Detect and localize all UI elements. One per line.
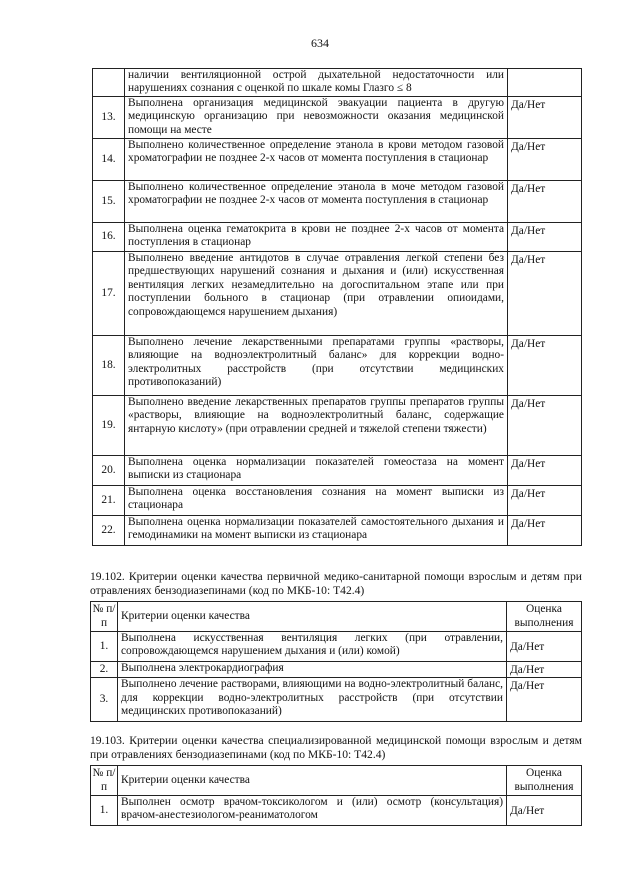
criteria-table-19-102: [90, 601, 582, 722]
row-number: 17.: [93, 252, 125, 336]
table-row: [91, 678, 582, 722]
criteria-text: Выполнено введение антидотов в случае отравления легкой степени без предшествующих нарушений сознания и дыхания и (или) искусственная вентиляция легких незамедлительно на догоспитальном этапе или при поступлении больного в стационар (при отравлении опиоидами, сопровождающемся нарушением дыхания): [125, 252, 508, 336]
criteria-table-continuation: [92, 68, 582, 546]
row-number: 15.: [93, 181, 125, 223]
header-number: № п/п: [91, 766, 118, 796]
row-number: 19.: [93, 396, 125, 456]
table-row: [91, 632, 582, 662]
row-number: 13.: [93, 97, 125, 139]
result-cell: Да/Нет: [508, 181, 582, 223]
result-cell: Да/Нет: [507, 632, 582, 662]
table-row: [93, 139, 582, 181]
criteria-text: Выполнено лечение лекарственными препаратами группы «растворы, влияющие на водноэлектролитный баланс» для коррекции водно-электролитных расстройств (при отсутствии медицинских противопоказаний): [125, 336, 508, 396]
header-result: Оценка выполнения: [507, 766, 582, 796]
criteria-text: Выполнена оценка гематокрита в крови не позднее 2-х часов от момента поступления в стационар: [125, 223, 508, 252]
header-number: № п/п: [91, 602, 118, 632]
result-cell: Да/Нет: [508, 456, 582, 486]
section-title-19-103: 19.103. Критерии оценки качества специализированной медицинской помощи взрослым и детям при отравлениях бензодиазепинами (код по МКБ-10: Т42.4): [90, 734, 582, 761]
criteria-text: Выполнено лечение растворами, влияющими на водно-электролитный баланс, для коррекции водно-электролитных расстройств (при отсутствии медицинских противопоказаний): [118, 678, 507, 722]
row-number: 21.: [93, 486, 125, 516]
row-number: 16.: [93, 223, 125, 252]
result-cell: Да/Нет: [507, 796, 582, 826]
header-criteria: Критерии оценки качества: [118, 766, 507, 796]
table-header-row: [91, 602, 582, 632]
criteria-text: Выполнено введение лекарственных препаратов группы препаратов группы «растворы, влияющие на водноэлектролитный баланс, содержащие янтарную кислоту» (при отравлении средней и тяжелой степени тяжести): [125, 396, 508, 456]
criteria-text: Выполнено количественное определение этанола в моче методом газовой хроматографии не позднее 2-х часов от момента поступления в стационар: [125, 181, 508, 223]
table-row: [93, 252, 582, 336]
table-row: [93, 181, 582, 223]
result-cell: Да/Нет: [508, 139, 582, 181]
criteria-text: Выполнено количественное определение этанола в крови методом газовой хроматографии не позднее 2-х часов от момента поступления в стационар: [125, 139, 508, 181]
section-title-19-102: 19.102. Критерии оценки качества первичной медико-санитарной помощи взрослым и детям при отравлениях бензодиазепинами (код по МКБ-10: Т42.4): [90, 570, 582, 597]
row-number: 2.: [91, 662, 118, 678]
table-row: [93, 396, 582, 456]
criteria-text: Выполнен осмотр врачом-токсикологом и (или) осмотр (консультация) врачом-анестезиологом-реаниматологом: [118, 796, 507, 826]
table-row: [93, 69, 582, 97]
result-cell: [508, 69, 582, 97]
criteria-table-19-103: [90, 765, 582, 826]
table-row: [91, 796, 582, 826]
table-row: [91, 662, 582, 678]
result-cell: Да/Нет: [508, 516, 582, 546]
row-number: 1.: [91, 796, 118, 826]
result-cell: Да/Нет: [508, 223, 582, 252]
table-row: [93, 486, 582, 516]
result-cell: Да/Нет: [508, 252, 582, 336]
result-cell: Да/Нет: [507, 678, 582, 722]
row-number: [93, 69, 125, 97]
table-row: [93, 97, 582, 139]
table-header-row: [91, 766, 582, 796]
result-cell: Да/Нет: [508, 396, 582, 456]
table-row: [93, 336, 582, 396]
criteria-text: Выполнена оценка нормализации показателей самостоятельного дыхания и гемодинамики на момент выписки из стационара: [125, 516, 508, 546]
criteria-text: Выполнена организация медицинской эвакуации пациента в другую медицинскую организацию при невозможности оказания медицинской помощи на месте: [125, 97, 508, 139]
result-cell: Да/Нет: [508, 336, 582, 396]
criteria-text: наличии вентиляционной острой дыхательной недостаточности или нарушениях сознания с оценкой по шкале комы Глазго ≤ 8: [125, 69, 508, 97]
row-number: 1.: [91, 632, 118, 662]
table-row: [93, 223, 582, 252]
table-row: [93, 516, 582, 546]
criteria-text: Выполнена электрокардиография: [118, 662, 507, 678]
result-cell: Да/Нет: [507, 662, 582, 678]
criteria-text: Выполнена оценка нормализации показателей гомеостаза на момент выписки из стационара: [125, 456, 508, 486]
table-row: [93, 456, 582, 486]
row-number: 3.: [91, 678, 118, 722]
page-number: 634: [311, 36, 329, 50]
row-number: 14.: [93, 139, 125, 181]
result-cell: Да/Нет: [508, 486, 582, 516]
header-criteria: Критерии оценки качества: [118, 602, 507, 632]
row-number: 22.: [93, 516, 125, 546]
row-number: 18.: [93, 336, 125, 396]
header-result: Оценка выполнения: [507, 602, 582, 632]
row-number: 20.: [93, 456, 125, 486]
result-cell: Да/Нет: [508, 97, 582, 139]
criteria-text: Выполнена оценка восстановления сознания на момент выписки из стационара: [125, 486, 508, 516]
criteria-text: Выполнена искусственная вентиляция легких (при отравлении, сопровождающемся нарушением дыхания и (или) комой): [118, 632, 507, 662]
